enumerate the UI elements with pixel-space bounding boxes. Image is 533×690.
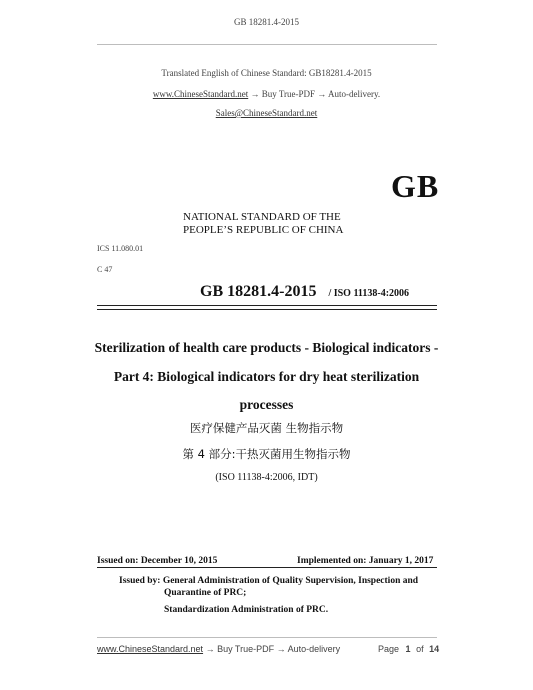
top-rule-2 — [97, 309, 437, 310]
top-rule — [97, 305, 437, 306]
of-label: of — [416, 644, 424, 654]
ics-code: ICS 11.080.01 — [97, 244, 144, 253]
issuer-line: General Administration of Quality Supervision, Inspection and — [162, 576, 419, 586]
footer-delivery-text: → Buy True-PDF → Auto-delivery — [203, 644, 341, 654]
total-pages: 14 — [429, 644, 440, 654]
site-link[interactable]: www.ChineseStandard.net — [152, 89, 249, 99]
email-line — [0, 108, 533, 118]
running-header: GB 18281.4-2015 — [234, 17, 299, 27]
standard-number: GB 18281.4-2015 — [200, 283, 317, 300]
standard-number-line — [200, 283, 409, 301]
issuer-line: Standardization Administration of PRC. — [164, 605, 329, 615]
promo-line: Translated English of Chinese Standard: GB18281.4-2015 — [161, 68, 372, 78]
footer-site-link[interactable]: www.ChineseStandard.net — [97, 644, 204, 654]
issuer-block — [119, 574, 418, 588]
delivery-text: → Buy True-PDF → Auto-delivery. — [248, 89, 381, 99]
email-link[interactable]: Sales@ChineseStandard.net — [215, 108, 318, 118]
page-indicator — [378, 644, 439, 654]
issuer-label: Issued by: — [119, 576, 163, 586]
chinese-title-line: 医疗保健产品灭菌 生物指示物 — [189, 421, 344, 435]
dates-rule — [97, 567, 437, 568]
iso-equivalent: / ISO 11138-4:2006 — [328, 288, 410, 299]
page-label: Page — [378, 644, 400, 654]
gb-mark: GB — [391, 168, 440, 204]
header-divider — [97, 44, 437, 45]
document-title-line: Sterilization of health care products - Biological indicators - — [94, 340, 439, 355]
footer-promo — [97, 644, 340, 654]
page-number: 1 — [405, 644, 411, 654]
document-title-line: Part 4: Biological indicators for dry heat sterilization — [113, 369, 420, 384]
footer-divider — [97, 637, 437, 638]
implemented-date: Implemented on: January 1, 2017 — [297, 556, 434, 566]
issuer-line: Quarantine of PRC; — [164, 588, 247, 598]
national-standard-block — [183, 211, 343, 237]
document-title-line: processes — [239, 397, 294, 412]
national-standard-line: NATIONAL STANDARD OF THE — [183, 211, 341, 223]
ccs-code: C 47 — [97, 265, 113, 274]
issued-date: Issued on: December 10, 2015 — [97, 556, 218, 566]
promo-delivery-line — [0, 89, 533, 99]
adoption-note: (ISO 11138-4:2006, IDT) — [215, 472, 318, 483]
chinese-title-line: 第 4 部分:干热灭菌用生物指示物 — [182, 447, 351, 461]
national-standard-line: PEOPLE’S REPUBLIC OF CHINA — [183, 224, 344, 236]
